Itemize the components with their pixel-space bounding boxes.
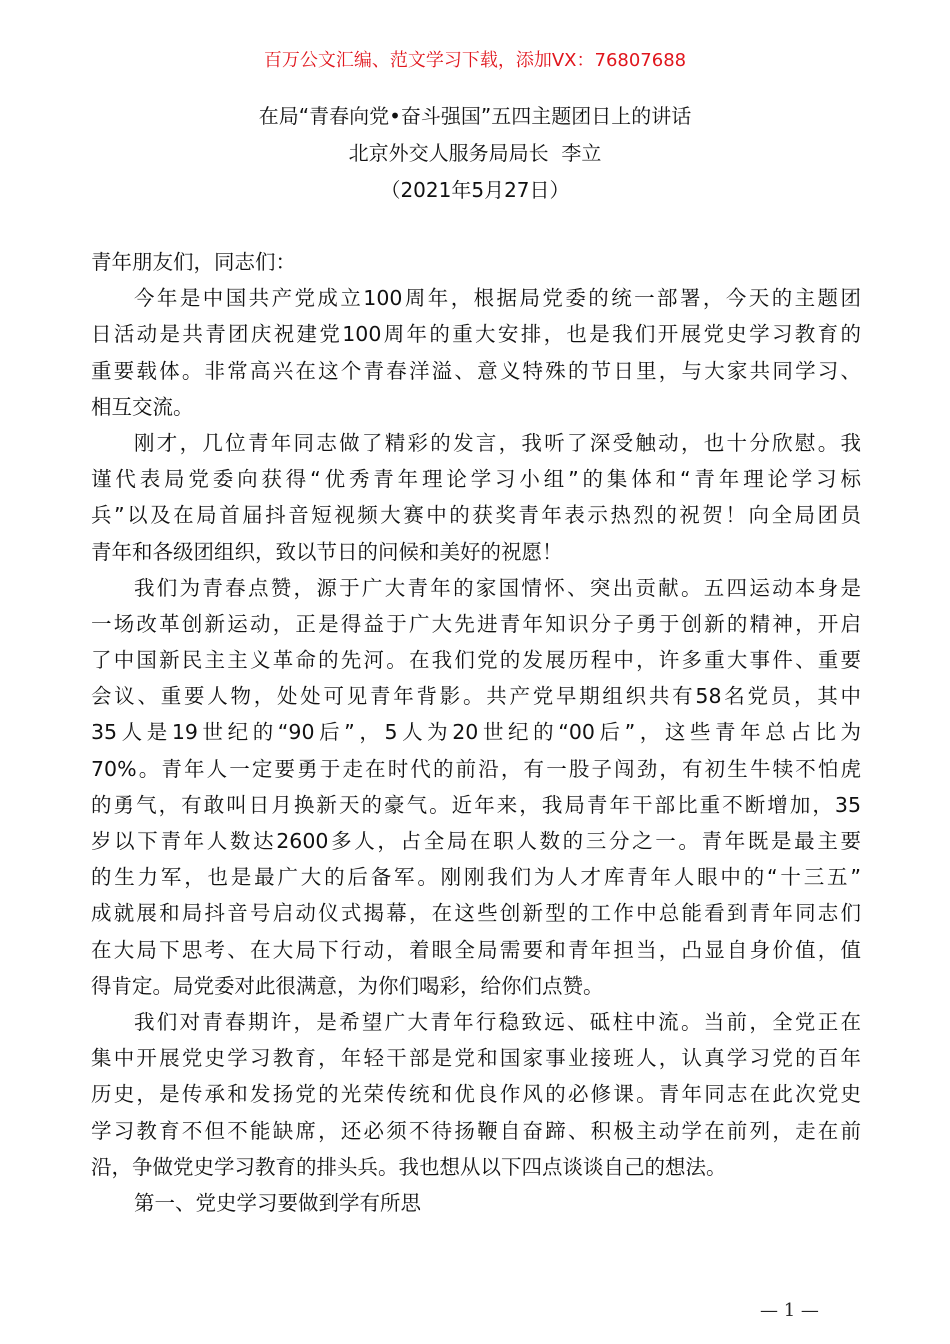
document-header [0, 98, 950, 209]
text-line: 成就展和局抖音号启动仪式揭幕，在这些创新型的工作中总能看到青年同志们 [91, 901, 861, 926]
text-line: 一场改革创新运动，正是得益于广大先进青年知识分子勇于创新的精神，开启 [91, 611, 861, 636]
paragraph-1 [91, 280, 861, 425]
text-line: 得肯定。局党委对此很满意，为你们喝彩，给你们点赞。 [91, 973, 604, 998]
text-line: 今年是中国共产党成立100周年，根据局党委的统一部署，今天的主题团 [134, 286, 861, 311]
section-heading-1 [91, 1185, 861, 1221]
text-line: 历史，是传承和发扬党的光荣传统和优良作风的必修课。青年同志在此次党史 [91, 1082, 861, 1107]
text-line: 相互交流。 [91, 394, 194, 419]
text-line: 我们为青春点赞，源于广大青年的家国情怀、突出贡献。五四运动本身是 [134, 575, 861, 600]
text-line: 我们对青春期许，是希望广大青年行稳致远、砥柱中流。当前，全党正在 [134, 1009, 861, 1034]
text-line: 重要载体。非常高兴在这个青春洋溢、意义特殊的节日里，与大家共同学习、 [91, 358, 861, 383]
text-line: 谨代表局党委向获得“优秀青年理论学习小组”的集体和“青年理论学习标 [91, 467, 861, 492]
document-body [91, 244, 861, 1221]
paragraph-2 [91, 425, 861, 570]
text-line: 在大局下思考、在大局下行动，着眼全局需要和青年担当，凸显自身价值，值 [91, 937, 861, 962]
text-line: 日活动是共青团庆祝建党100周年的重大安排，也是我们开展党史学习教育的 [91, 322, 861, 347]
paragraph-4 [91, 1004, 861, 1185]
text-line: 35人是19世纪的“90后”，5人为20世纪的“00后”，这些青年总占比为 [91, 720, 861, 745]
document-title: 在局“青春向党•奋斗强国”五四主题团日上的讲话 [258, 104, 692, 128]
text-line: 会议、重要人物，处处可见青年背影。共产党早期组织共有58名党员，其中 [91, 684, 861, 709]
text-line: 集中开展党史学习教育，年轻干部是党和国家事业接班人，认真学习党的百年 [91, 1046, 861, 1071]
document-author: 北京外交人服务局局长 李立 [348, 141, 602, 165]
salutation: 青年朋友们，同志们： [91, 250, 296, 274]
page-number: — 1 — [760, 1300, 819, 1321]
paragraph-3 [91, 570, 861, 1004]
text-line: 沿，争做党史学习教育的排头兵。我也想从以下四点谈谈自己的想法。 [91, 1154, 727, 1179]
text-line: 学习教育不但不能缺席，还必须不待扬鞭自奋蹄、积极主动学在前列，走在前 [91, 1118, 861, 1143]
text-line: 70%。青年人一定要勇于走在时代的前沿，有一股子闯劲，有初生牛犊不怕虎 [91, 756, 861, 781]
text-line: 青年和各级团组织，致以节日的问候和美好的祝愿！ [91, 539, 563, 564]
text-line: 的勇气，有敢叫日月换新天的豪气。近年来，我局青年干部比重不断增加，35 [91, 792, 861, 817]
document-date: （2021年5月27日） [380, 178, 570, 202]
text-line: 了中国新民主主义革命的先河。在我们党的发展历程中，许多重大事件、重要 [91, 648, 861, 673]
text-line: 岁以下青年人数达2600多人，占全局在职人数的三分之一。青年既是最主要 [91, 829, 861, 853]
text-line: 刚才，几位青年同志做了精彩的发言，我听了深受触动，也十分欣慰。我 [134, 430, 861, 455]
text-line: 的生力军，也是最广大的后备军。刚刚我们为人才库青年人眼中的“十三五” [91, 865, 861, 890]
watermark-banner: 百万公文汇编、范文学习下载，添加VX：76807688 [263, 50, 687, 71]
text-line: 兵”以及在局首届抖音短视频大赛中的获奖青年表示热烈的祝贺！向全局团员 [91, 503, 861, 528]
section-heading: 第一、党史学习要做到学有所思 [134, 1190, 421, 1215]
